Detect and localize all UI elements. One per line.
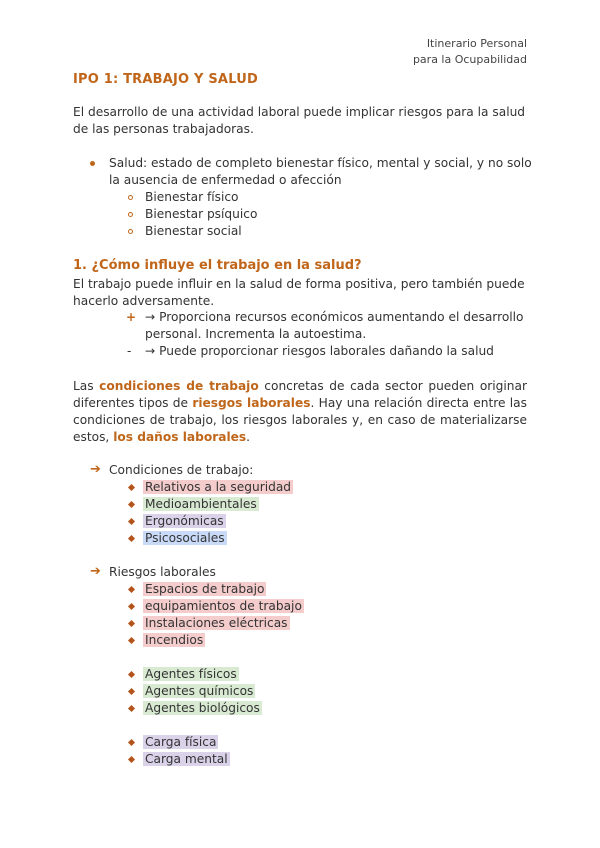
salud-item: Bienestar social xyxy=(145,224,242,238)
salud-item: Bienestar psíquico xyxy=(145,207,258,221)
riesgo-item: Espacios de trabajo xyxy=(145,582,265,596)
intro-paragraph: El desarrollo de una actividad laboral puede implicar riesgos para la salud de las personas trabajadoras. xyxy=(73,105,526,136)
riesgo-item: Agentes biológicos xyxy=(145,701,260,715)
highlight-condiciones: condiciones de trabajo xyxy=(99,379,259,393)
riesgo-item: Incendios xyxy=(145,633,204,647)
condicion-item: Psicosociales xyxy=(145,531,225,545)
paragraph-text: concretas de cada sector pueden originar diferentes tipos de xyxy=(73,379,528,410)
bullet-dot-icon xyxy=(90,161,95,166)
diamond-bullet-icon xyxy=(128,739,135,746)
page-header xyxy=(413,36,527,68)
condicion-item: Ergonómicas xyxy=(145,514,224,528)
minus-sign: - xyxy=(127,344,132,358)
salud-item: Bienestar físico xyxy=(145,190,239,204)
riesgos-label: Riesgos laborales xyxy=(109,565,216,579)
diamond-bullet-icon xyxy=(128,518,135,525)
section-paragraph: El trabajo puede influir en la salud de forma positiva, pero también puede hacerlo adversamente. xyxy=(73,277,525,308)
diamond-bullet-icon xyxy=(128,671,135,678)
paragraph-text: . Hay una relación directa entre las condiciones de trabajo, los riesgos laborales y, en caso de materializarse estos, xyxy=(73,396,527,444)
riesgo-item: Agentes físicos xyxy=(145,667,237,681)
diamond-bullet-icon xyxy=(128,688,135,695)
plus-line-1: → Proporciona recursos económicos aumentando el desarrollo xyxy=(145,310,524,324)
document-title: IPO 1: TRABAJO Y SALUD xyxy=(73,72,258,87)
diamond-bullet-icon xyxy=(128,484,135,491)
diamond-bullet-icon xyxy=(128,637,135,644)
plus-line-2: personal. Incrementa la autoestima. xyxy=(145,327,367,341)
diamond-bullet-icon xyxy=(128,756,135,763)
riesgo-item: Agentes químicos xyxy=(145,684,254,698)
diamond-bullet-icon xyxy=(128,586,135,593)
arrow-right-icon: ➔ xyxy=(90,564,101,579)
diamond-bullet-icon xyxy=(128,535,135,542)
salud-definition-line-2: la ausencia de enfermedad o afección xyxy=(109,173,342,187)
circle-bullet-icon xyxy=(128,212,133,217)
diamond-bullet-icon xyxy=(128,501,135,508)
condiciones-label: Condiciones de trabajo: xyxy=(109,463,254,477)
header-line-1: Itinerario Personal xyxy=(426,37,527,50)
salud-definition-line-1: Salud: estado de completo bienestar físico, mental y social, y no solo xyxy=(109,156,532,170)
paragraph-text: Las xyxy=(73,379,100,393)
circle-bullet-icon xyxy=(128,195,133,200)
riesgo-item: Instalaciones eléctricas xyxy=(145,616,288,630)
diamond-bullet-icon xyxy=(128,603,135,610)
highlight-danos: los daños laborales xyxy=(113,430,247,444)
riesgo-item: equipamientos de trabajo xyxy=(145,599,302,613)
circle-bullet-icon xyxy=(128,229,133,234)
conditions-paragraph xyxy=(73,378,527,446)
arrow-right-icon: ➔ xyxy=(90,462,101,477)
section-heading: 1. ¿Cómo influye el trabajo en la salud? xyxy=(73,258,362,273)
paragraph-text: . xyxy=(246,430,251,444)
header-line-2: para la Ocupabilidad xyxy=(412,53,527,66)
diamond-bullet-icon xyxy=(128,705,135,712)
riesgo-item: Carga física xyxy=(145,735,217,749)
condicion-item: Relativos a la seguridad xyxy=(145,480,292,494)
riesgo-item: Carga mental xyxy=(145,752,228,766)
diamond-bullet-icon xyxy=(128,620,135,627)
highlight-riesgos: riesgos laborales xyxy=(192,396,311,410)
minus-line: → Puede proporcionar riesgos laborales dañando la salud xyxy=(145,344,494,358)
condicion-item: Medioambientales xyxy=(145,497,257,511)
plus-sign: + xyxy=(126,310,137,324)
